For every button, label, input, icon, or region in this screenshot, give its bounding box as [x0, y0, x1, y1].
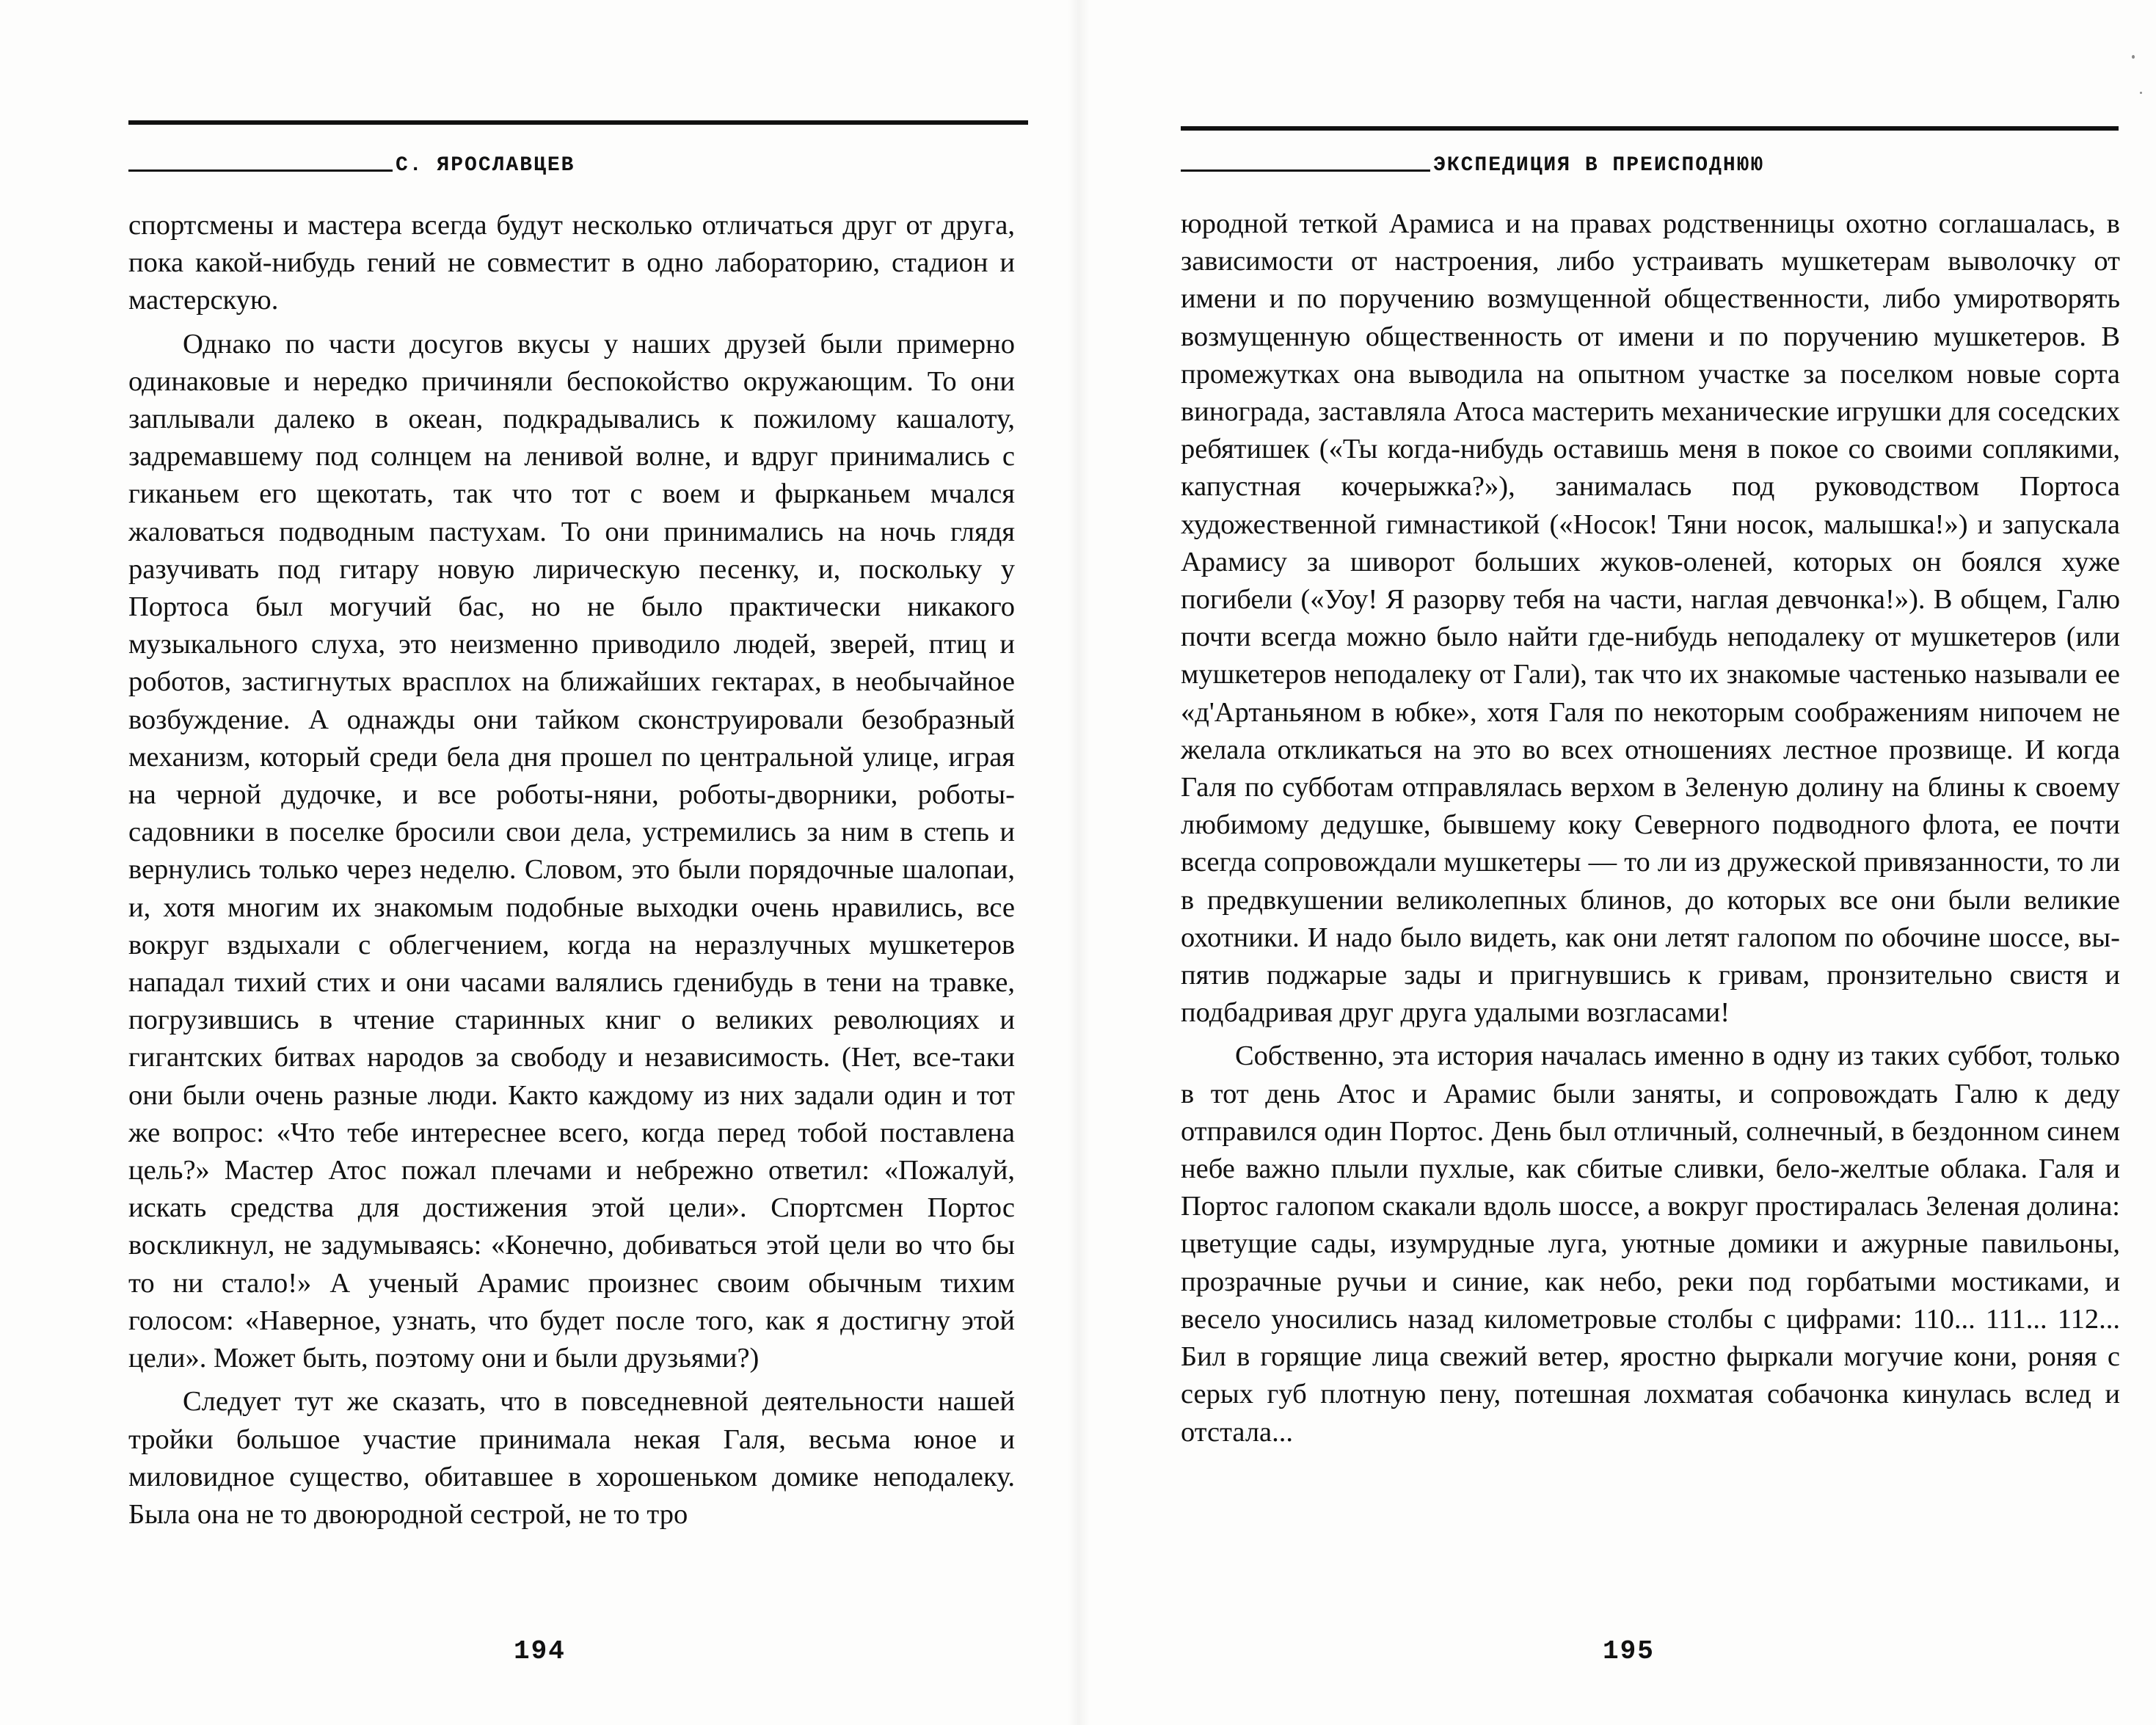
page-number: 195 [1603, 1636, 1655, 1666]
head-underline [128, 169, 393, 172]
body-text [128, 207, 1015, 1533]
paragraph: Следует тут же сказать, что в повседневной деятельности нашей тройки большое участие принимала некая Галя, весьма юное и миловидное существо, обитавшее в хорошеньком домике неподалеку. Была она не то двоюродной сестрой, не то тро [128, 1386, 1015, 1530]
top-rule [1181, 126, 2119, 131]
running-head [1181, 144, 1764, 179]
scan-speck [2140, 92, 2142, 94]
body-text [1181, 205, 2120, 1451]
paragraph: спортсмены и мастера всегда будут несколько отличаться друг от друга, пока какой-нибудь гений не совместит в одно лабораторию, стадион и мастерскую. [128, 210, 1015, 316]
page-number: 194 [514, 1636, 566, 1666]
paragraph: Однако по части досугов вкусы у наших друзей были примерно одинаковые и нередко причиняли беспокойство окружающим. То они заплывали далеко в океан, подкрадывались к пожилому кашалоту, задремавшему под солнцем на ленивой волне, и вдруг принимались с гиканьем его щекотать, так что тот с воем и фырканьем мчался жаловаться подводным пастухам. То они принимались на ночь глядя разучивать под гитару новую лирическую песенку, и, поскольку у Портоса был могучий бас, но не было практически никакого музыкального слуха, это неизменно приводило людей, зверей, птиц и роботов, застигнутых врасплох на ближайших гектарах, в необычайное возбуждение. А однажды они тайком сконструировали безобразный механизм, который среди бела дня прошел по центральной улице, играя на черной дудочке, и все роботы-няни, роботы-дворники, роботысадовники в поселке бросили свои дела, устремились за ним в степь и вернулись только через неделю. Словом, это были порядочные шалопаи, и, хотя многим их знакомым подобные выходки очень нравились, все вокруг вздыхали с облегчением, когда на неразлучных мушкетеров нападал тихий стих и они часами валялись гденибудь в тени на травке, погрузившись в чтение старинных книг о великих революциях и гигантских битвах народов за свободу и независимость. (Нет, все-таки они были очень разные люди. Както каждому из них задали один и тот же вопрос: «Что тебе интереснее всего, когда перед тобой поставлена цель?» Мастер Атос пожал плечами и небрежно ответил: «Пожалуй, искать средства для достижения этой цели». Спортсмен Портос воскликнул, не задумываясь: «Конечно, добиваться этой цели во что бы то ни стало!» А ученый Арамис произнес своим обычным тихим голосом: «Наверное, узнать, что будет после того, как я достигну этой цели». Может быть, поэтому они и были друзьями?) [128, 328, 1015, 1374]
author-name: С. ЯРОСЛАВЦЕВ [396, 154, 575, 177]
top-rule [128, 120, 1028, 125]
book-title: ЭКСПЕДИЦИЯ В ПРЕИСПОДНЮЮ [1433, 154, 1765, 177]
scan-speck [2132, 55, 2135, 59]
right-page [1078, 0, 2156, 1725]
paragraph: юродной теткой Арамиса и на правах родственницы охотно соглашалась, в зависимости от настроения, либо устраивать мушкетерам выволочку от имени и по поручению возмущенной общественности, либо умиротворять возмущенную общественность от имени и по поручению мушкетеров. В промежутках она выводила на опытном участке за поселком новые сорта винограда, заставляла Атоса мастерить механические игрушки для соседских ребятишек («Ты когда-нибудь оставишь меня в покое со своими соплякими, капустная кочерыжка?»), занималась под руководством Портоса художественной гимнастикой («Носок! Тяни носок, малышка!») и запускала Арамису за шиворот больших жуков-оленей, которых он боялся хуже погибели («Уоу! Я разорву тебя на части, наглая девчонка!»). В общем, Галю почти всегда можно было найти где-нибудь неподалеку от мушкетеров (или мушкетеров неподалеку от Гали), так что их знакомые частенько называли ее «д'Артаньяном в юбке», хотя Галя по некоторым соображениям нипочем не желала откликаться на это во всех отношениях лестное прозвище. И когда Галя по субботам отправлялась верхом в Зеленую долину на блины к своему любимому дедушке, бывшему коку Северного подводного флота, ее почти всегда сопровождали мушкетеры — то ли из дружеской привязанности, то ли в предвкушении великолепных блинов, до которых все они были великие охотники. И надо было видеть, как они летят галопом по обочине шоссе, выпятив поджарые зады и пригнувшись к гривам, пронзительно свистя и подбадривая друг друга удалыми возгласами! [1181, 208, 2120, 1029]
paragraph: Собственно, эта история началась именно в одну из таких суббот, только в тот день Атос и Арамис были заняты, и сопровождать Галю к деду отправился один Портос. День был отличный, солнечный, в бездонном синем небе важно плыли пухлые, как сбитые сливки, бело-желтые облака. Галя и Портос галопом скакали вдоль шоссе, а вокруг простиралась Зеленая долина: цветущие сады, изумрудные луга, уютные домики и ажурные павильоны, прозрачные ручьи и синие, как небо, реки под горбатыми мостиками, и весело уносились назад километровые столбы с цифрами: 110... 111... 112... Бил в горящие лица свежий ветер, яростно фыркали могучие кони, роняя с серых губ плотную пену, потешная лохматая собачонка кинулась вслед и отстала... [1181, 1040, 2120, 1448]
running-head [128, 144, 575, 179]
head-underline [1181, 169, 1430, 172]
